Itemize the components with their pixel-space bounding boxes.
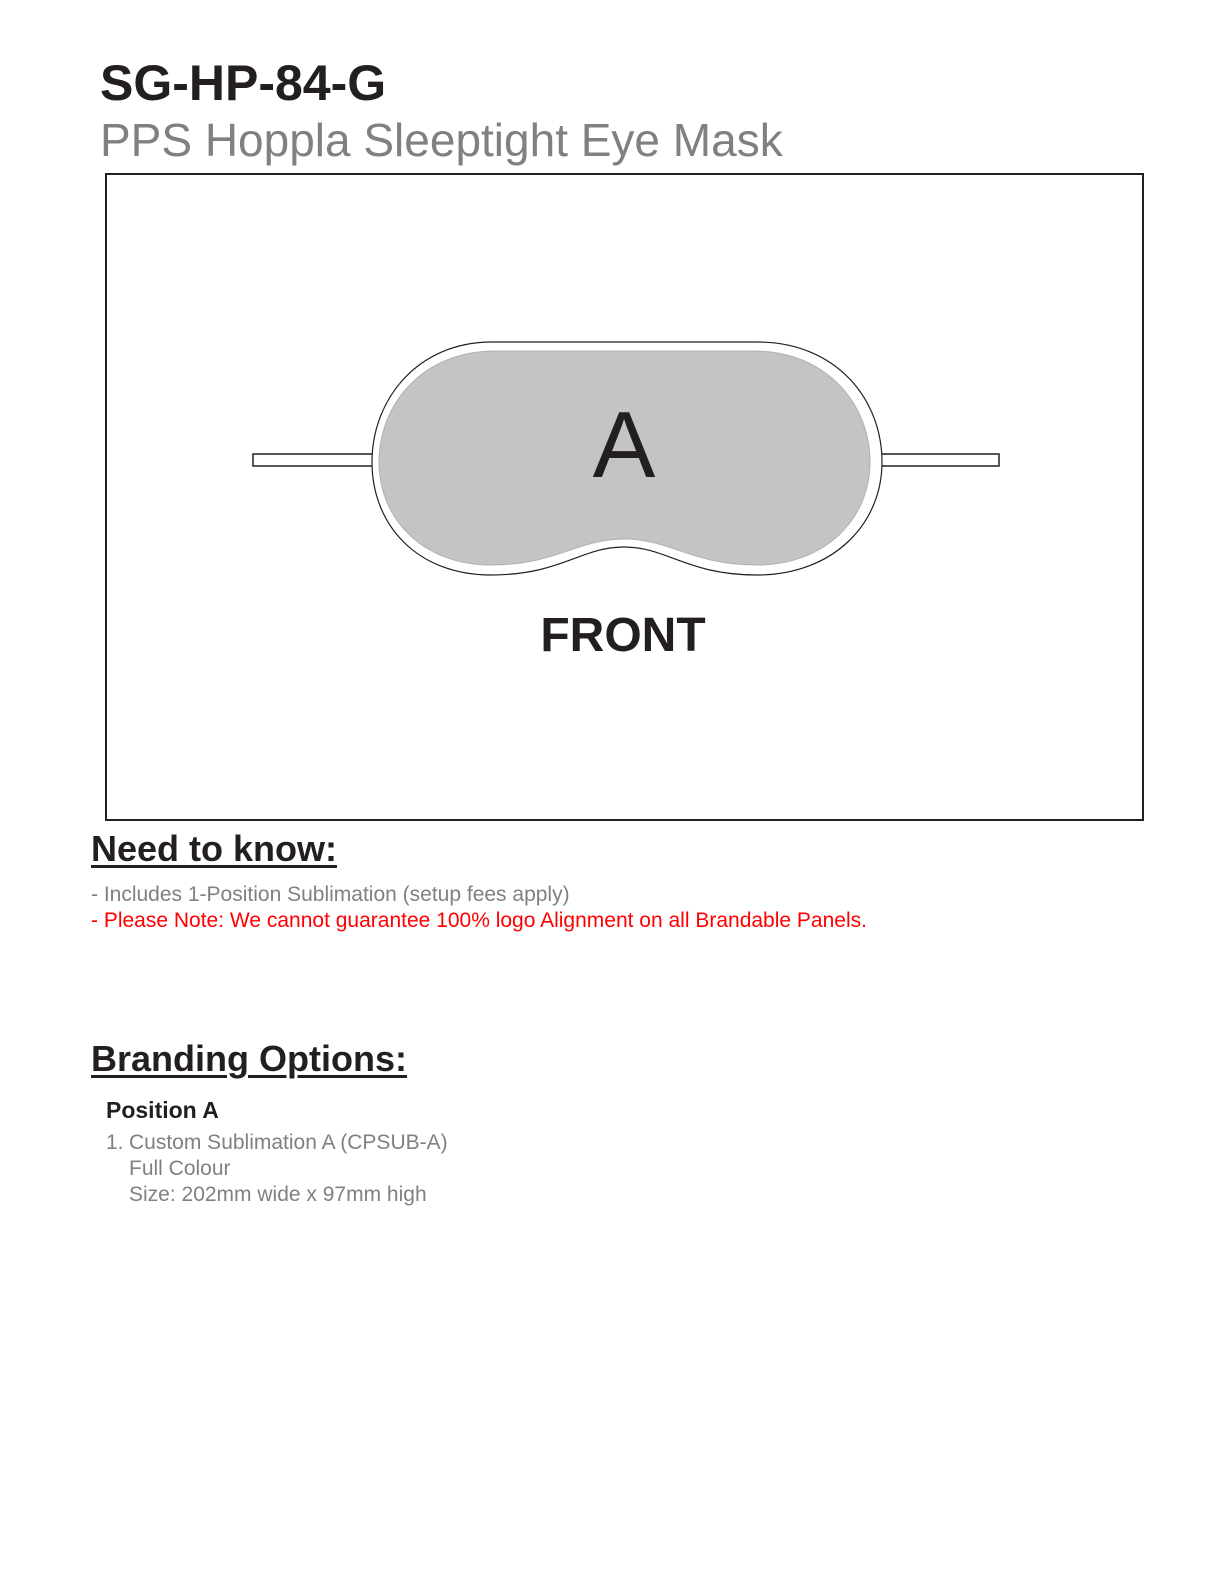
product-name: PPS Hoppla Sleeptight Eye Mask — [100, 114, 783, 166]
position-a-marker: A — [592, 392, 656, 497]
need-to-know-heading: Need to know: — [91, 828, 338, 869]
branding-option-item — [106, 1130, 448, 1208]
product-sku: SG-HP-84-G — [100, 55, 387, 111]
note-sublimation: - Includes 1-Position Sublimation (setup fees apply) — [91, 883, 570, 906]
product-diagram-frame — [105, 173, 1144, 821]
option-size: Size: 202mm wide x 97mm high — [129, 1183, 427, 1206]
left-strap — [253, 454, 377, 466]
option-colour: Full Colour — [129, 1157, 231, 1180]
view-label: FRONT — [540, 609, 706, 662]
note-alignment-warning: - Please Note: We cannot guarantee 100% logo Alignment on all Brandable Panels. — [91, 909, 867, 932]
option-number: 1. — [106, 1131, 124, 1154]
branding-option-list — [106, 1130, 448, 1208]
eye-mask-diagram — [107, 175, 1142, 819]
branding-options-heading: Branding Options: — [91, 1038, 407, 1079]
right-strap — [875, 454, 999, 466]
option-name: Custom Sublimation A (CPSUB-A) — [129, 1131, 448, 1154]
position-a-title: Position A — [106, 1097, 219, 1123]
